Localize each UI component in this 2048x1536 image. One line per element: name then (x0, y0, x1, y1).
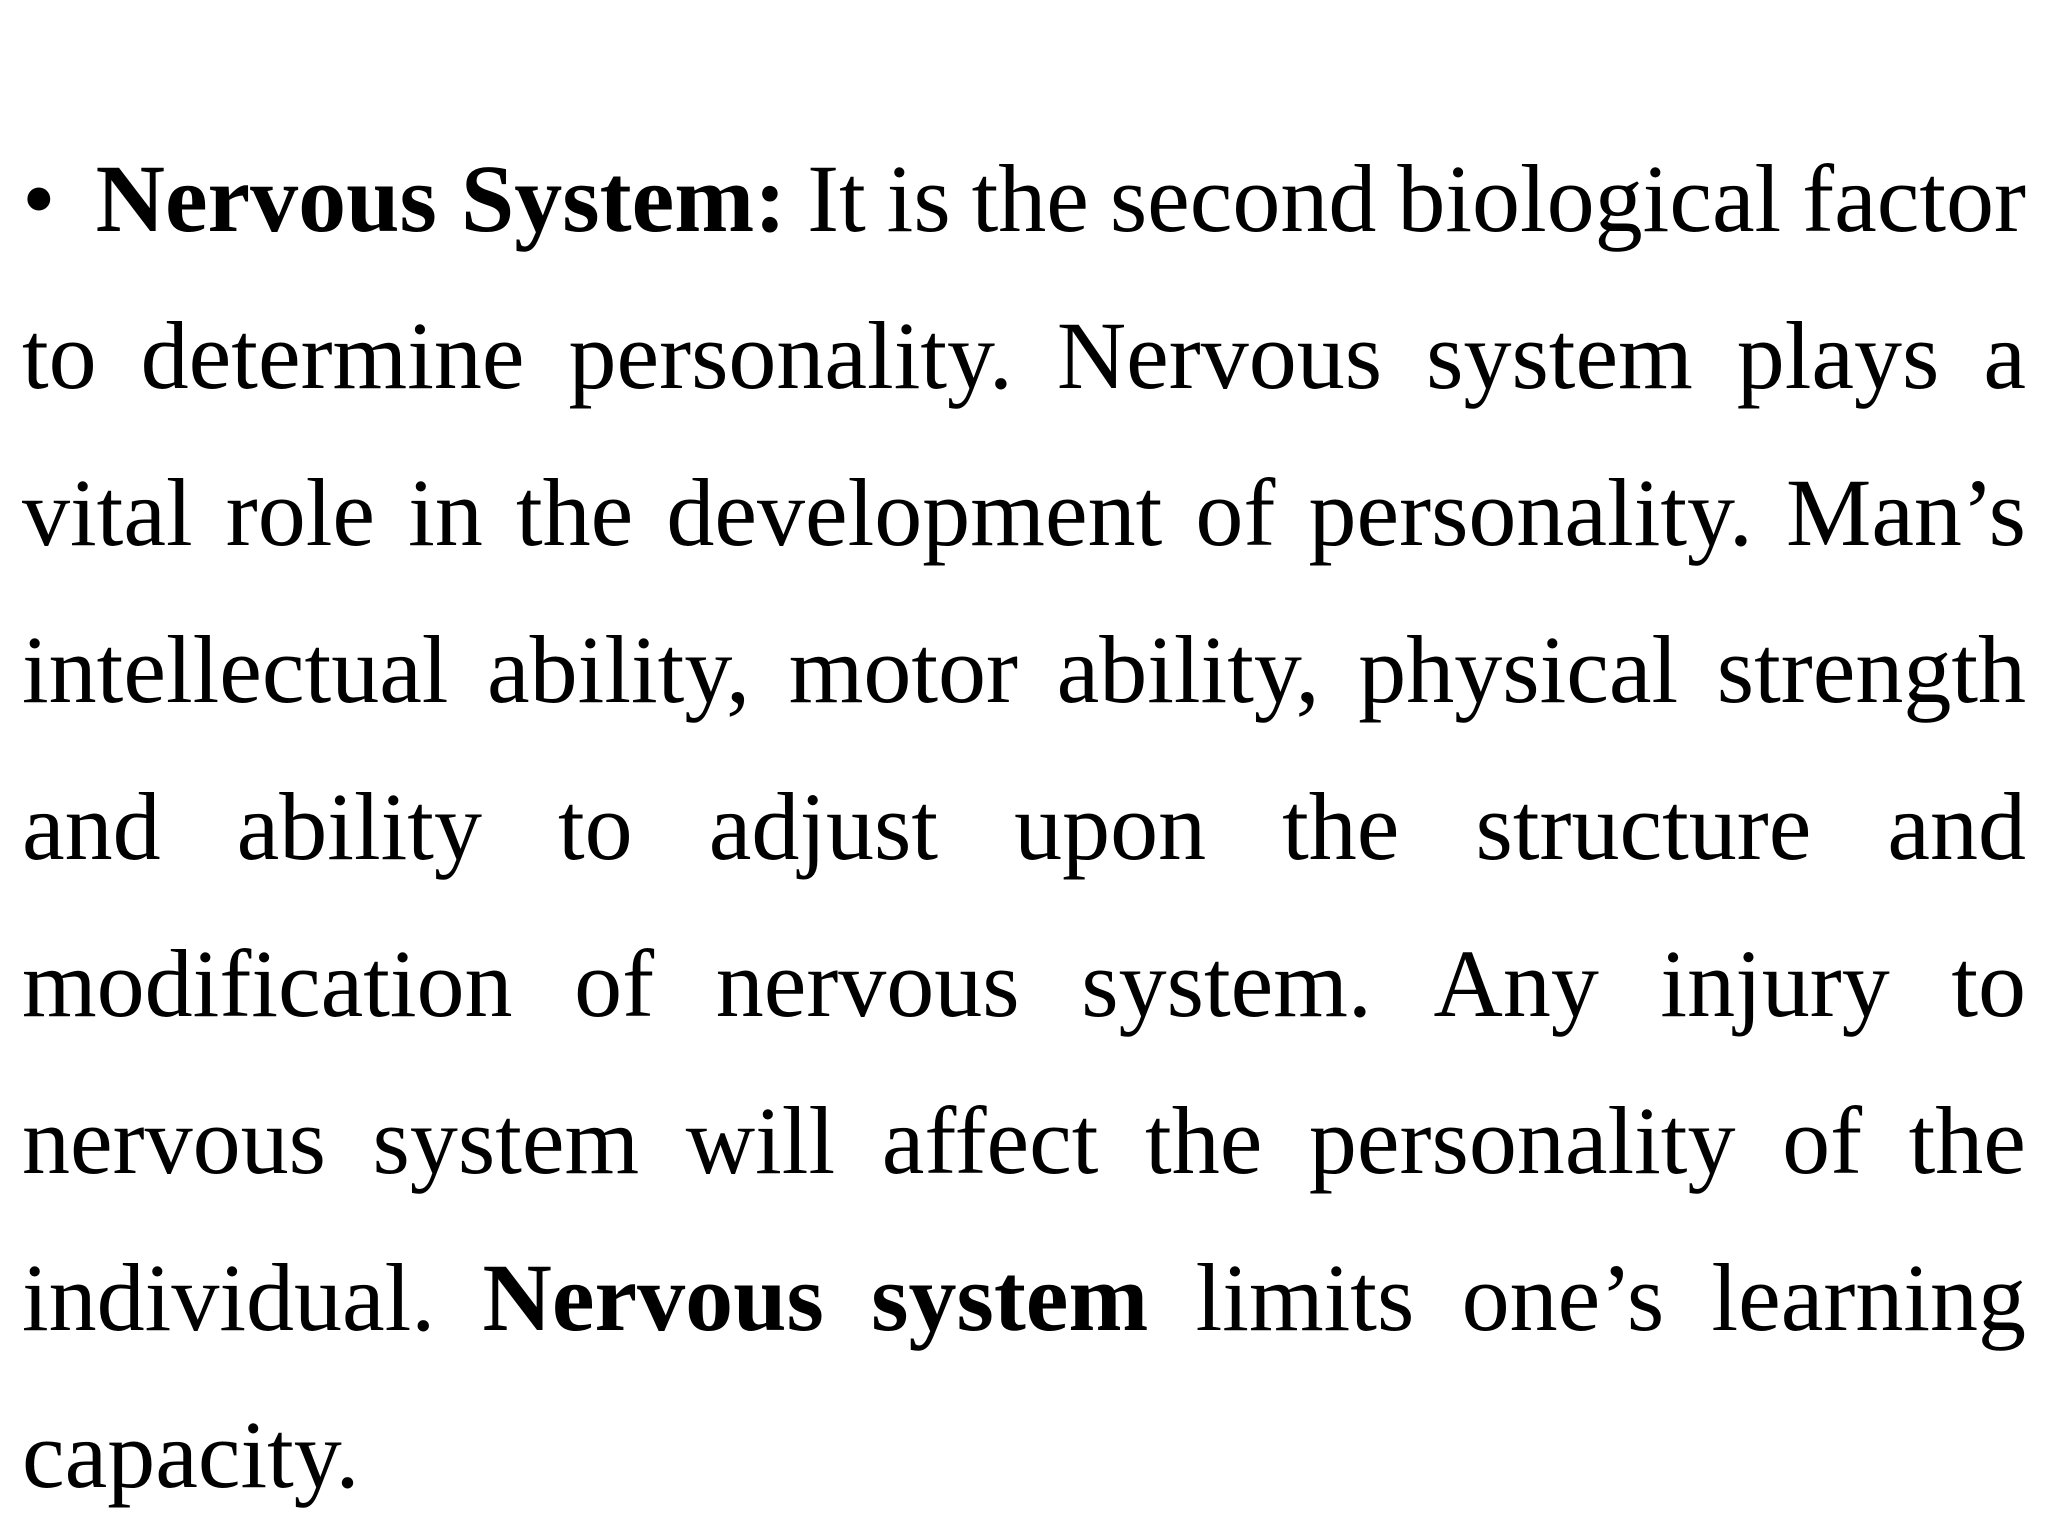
word: physical (1358, 616, 1679, 723)
text-line-1 (22, 120, 2026, 277)
text-line-2 (22, 277, 2026, 434)
word: of (1195, 459, 1276, 566)
word: the (515, 459, 634, 566)
word: strength (1716, 616, 2026, 723)
word: system. (1081, 930, 1372, 1037)
word: will (685, 1087, 836, 1194)
word: adjust (708, 773, 939, 880)
word: Any (1433, 930, 1599, 1037)
word: learning (1711, 1244, 2026, 1351)
word: of (574, 930, 655, 1037)
word: upon (1014, 773, 1207, 880)
word: one’s (1461, 1244, 1665, 1351)
text-line-5 (22, 748, 2026, 905)
word: Man’s (1785, 459, 2026, 566)
word: ability, (487, 616, 751, 723)
bold-term: system (871, 1244, 1149, 1351)
word: affect (881, 1087, 1099, 1194)
word: structure (1475, 773, 1812, 880)
word: It (807, 145, 866, 252)
word: vital (22, 459, 193, 566)
word: individual. (22, 1244, 436, 1351)
word: personality. (568, 302, 1013, 409)
text-line-9 (22, 1376, 2026, 1533)
word: personality. (1308, 459, 1753, 566)
word: intellectual (22, 616, 449, 723)
word: a (1983, 302, 2026, 409)
text-line-4 (22, 591, 2026, 748)
word: second (1109, 145, 1377, 252)
word: nervous (715, 930, 1020, 1037)
word: system (1426, 302, 1693, 409)
word: Nervous (1056, 302, 1383, 409)
word: nervous (22, 1087, 326, 1194)
word: to (22, 302, 97, 409)
word: in (408, 459, 483, 566)
word: system (372, 1087, 640, 1194)
text-line-8 (22, 1219, 2026, 1376)
bullet-icon: • (22, 145, 56, 252)
word: limits (1195, 1244, 1415, 1351)
word: ability, (1056, 616, 1320, 723)
heading-term: Nervous System: (95, 145, 787, 252)
text-line-7 (22, 1062, 2026, 1219)
bullet-lead (22, 120, 786, 277)
bold-term: Nervous (482, 1244, 824, 1351)
word: ability (236, 773, 482, 880)
word: plays (1736, 302, 1940, 409)
text-line-6 (22, 905, 2026, 1062)
word: development (666, 459, 1163, 566)
word: the (1282, 773, 1400, 880)
word: injury (1660, 930, 1890, 1037)
word: modification (22, 930, 513, 1037)
word: of (1782, 1087, 1863, 1194)
text-line-3 (22, 434, 2026, 591)
bullet-paragraph (22, 120, 2026, 1533)
word: factor (1802, 145, 2026, 252)
word: role (225, 459, 376, 566)
word: personality (1308, 1087, 1736, 1194)
word: and (1887, 773, 2026, 880)
word: biological (1397, 145, 1782, 252)
word: to (1951, 930, 2026, 1037)
word: capacity. (22, 1401, 360, 1508)
word: to (558, 773, 633, 880)
word: motor (788, 616, 1018, 723)
word: is (886, 145, 951, 252)
word: the (1145, 1087, 1263, 1194)
word: the (971, 145, 1089, 252)
word: and (22, 773, 161, 880)
word: determine (140, 302, 525, 409)
word: the (1908, 1087, 2026, 1194)
